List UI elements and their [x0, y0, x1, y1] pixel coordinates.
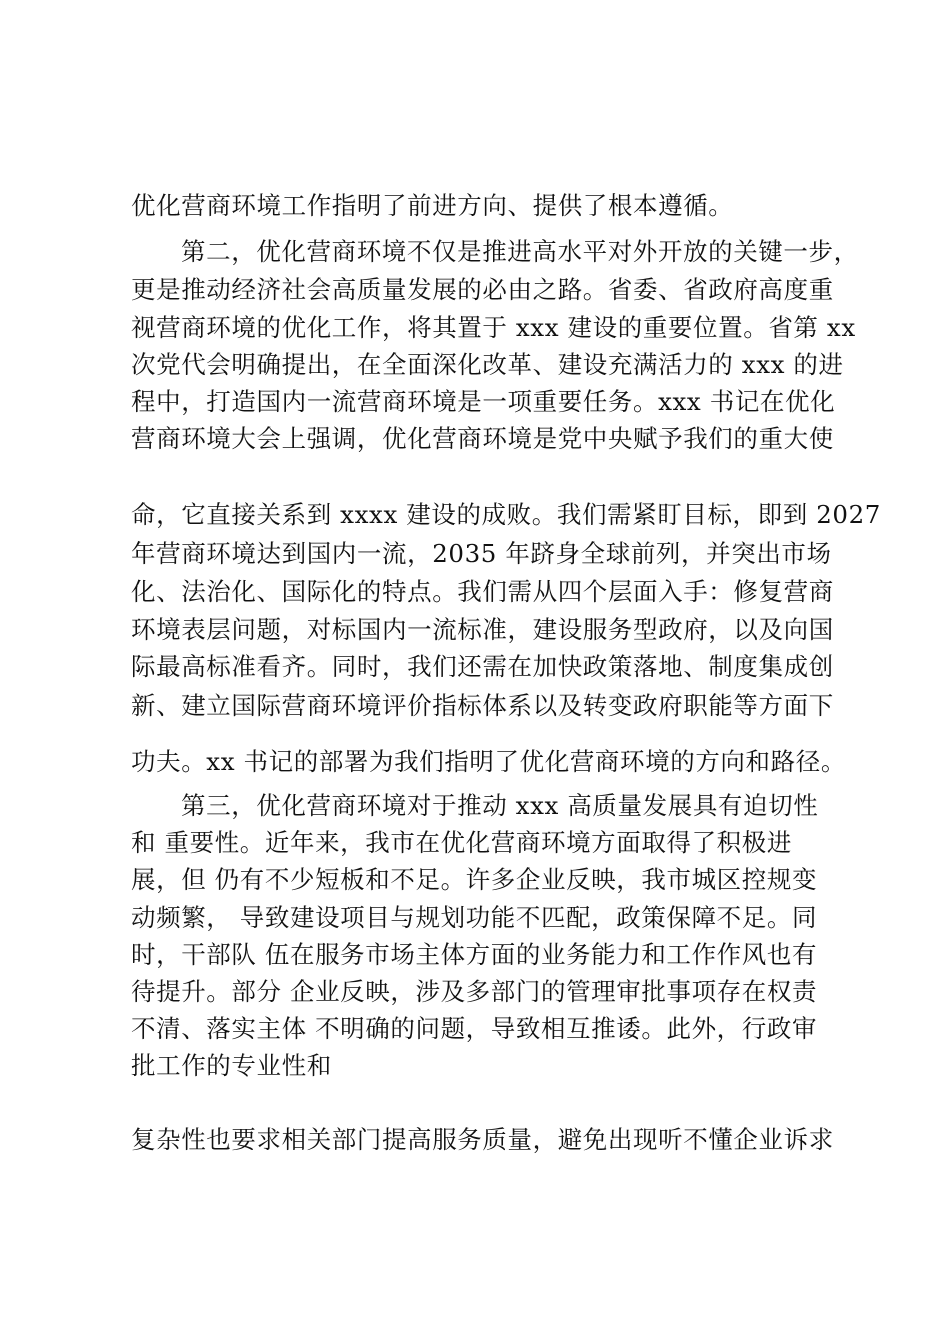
text-line: 营商环境大会上强调，优化营商环境是党中央赋予我们的重大使 [131, 424, 834, 453]
text-line: 优化营商环境工作指明了前进方向、提供了根本遵循。 [131, 191, 734, 220]
text-line: 环境表层问题，对标国内一流标准，建设服务型政府，以及向国 [131, 615, 834, 644]
text-line: 不清、落实主体 不明确的问题，导致相互推诿。此外，行政审 [131, 1014, 818, 1043]
text-line: 新、建立国际营商环境评价指标体系以及转变政府职能等方面下 [131, 691, 834, 720]
text-line: 命，它直接关系到 xxxx 建设的成败。我们需紧盯目标，即到 2027 [131, 500, 881, 529]
text-line: 功夫。xx 书记的部署为我们指明了优化营商环境的方向和路径。 [131, 747, 846, 776]
paragraph-start-line: 第三，优化营商环境对于推动 xxx 高质量发展具有迫切性 [181, 791, 819, 820]
text-line: 动频繁， 导致建设项目与规划功能不匹配，政策保障不足。同 [131, 903, 818, 932]
text-line: 次党代会明确提出，在全面深化改革、建设充满活力的 xxx 的进 [131, 350, 844, 379]
text-line: 化、法治化、国际化的特点。我们需从四个层面入手：修复营商 [131, 577, 834, 606]
paragraph-start-line: 第二，优化营商环境不仅是推进高水平对外开放的关键一步， [181, 237, 859, 266]
text-line: 待提升。部分 企业反映，涉及多部门的管理审批事项存在权责 [131, 977, 818, 1006]
text-line: 批工作的专业性和 [131, 1051, 332, 1080]
text-line: 视营商环境的优化工作，将其置于 xxx 建设的重要位置。省第 xx [131, 313, 856, 342]
text-line: 年营商环境达到国内一流，2035 年跻身全球前列，并突出市场 [131, 539, 832, 568]
text-line: 际最高标准看齐。同时，我们还需在加快政策落地、制度集成创 [131, 652, 834, 681]
text-line: 更是推动经济社会高质量发展的必由之路。省委、省政府高度重 [131, 275, 834, 304]
text-line: 时，干部队 伍在服务市场主体方面的业务能力和工作作风也有 [131, 940, 818, 969]
text-line: 展，但 仍有不少短板和不足。许多企业反映，我市城区控规变 [131, 865, 818, 894]
text-line: 程中，打造国内一流营商环境是一项重要任务。xxx 书记在优化 [131, 387, 836, 416]
text-line: 和 重要性。近年来，我市在优化营商环境方面取得了积极进 [131, 828, 792, 857]
text-line: 复杂性也要求相关部门提高服务质量，避免出现听不懂企业诉求 [131, 1125, 834, 1154]
